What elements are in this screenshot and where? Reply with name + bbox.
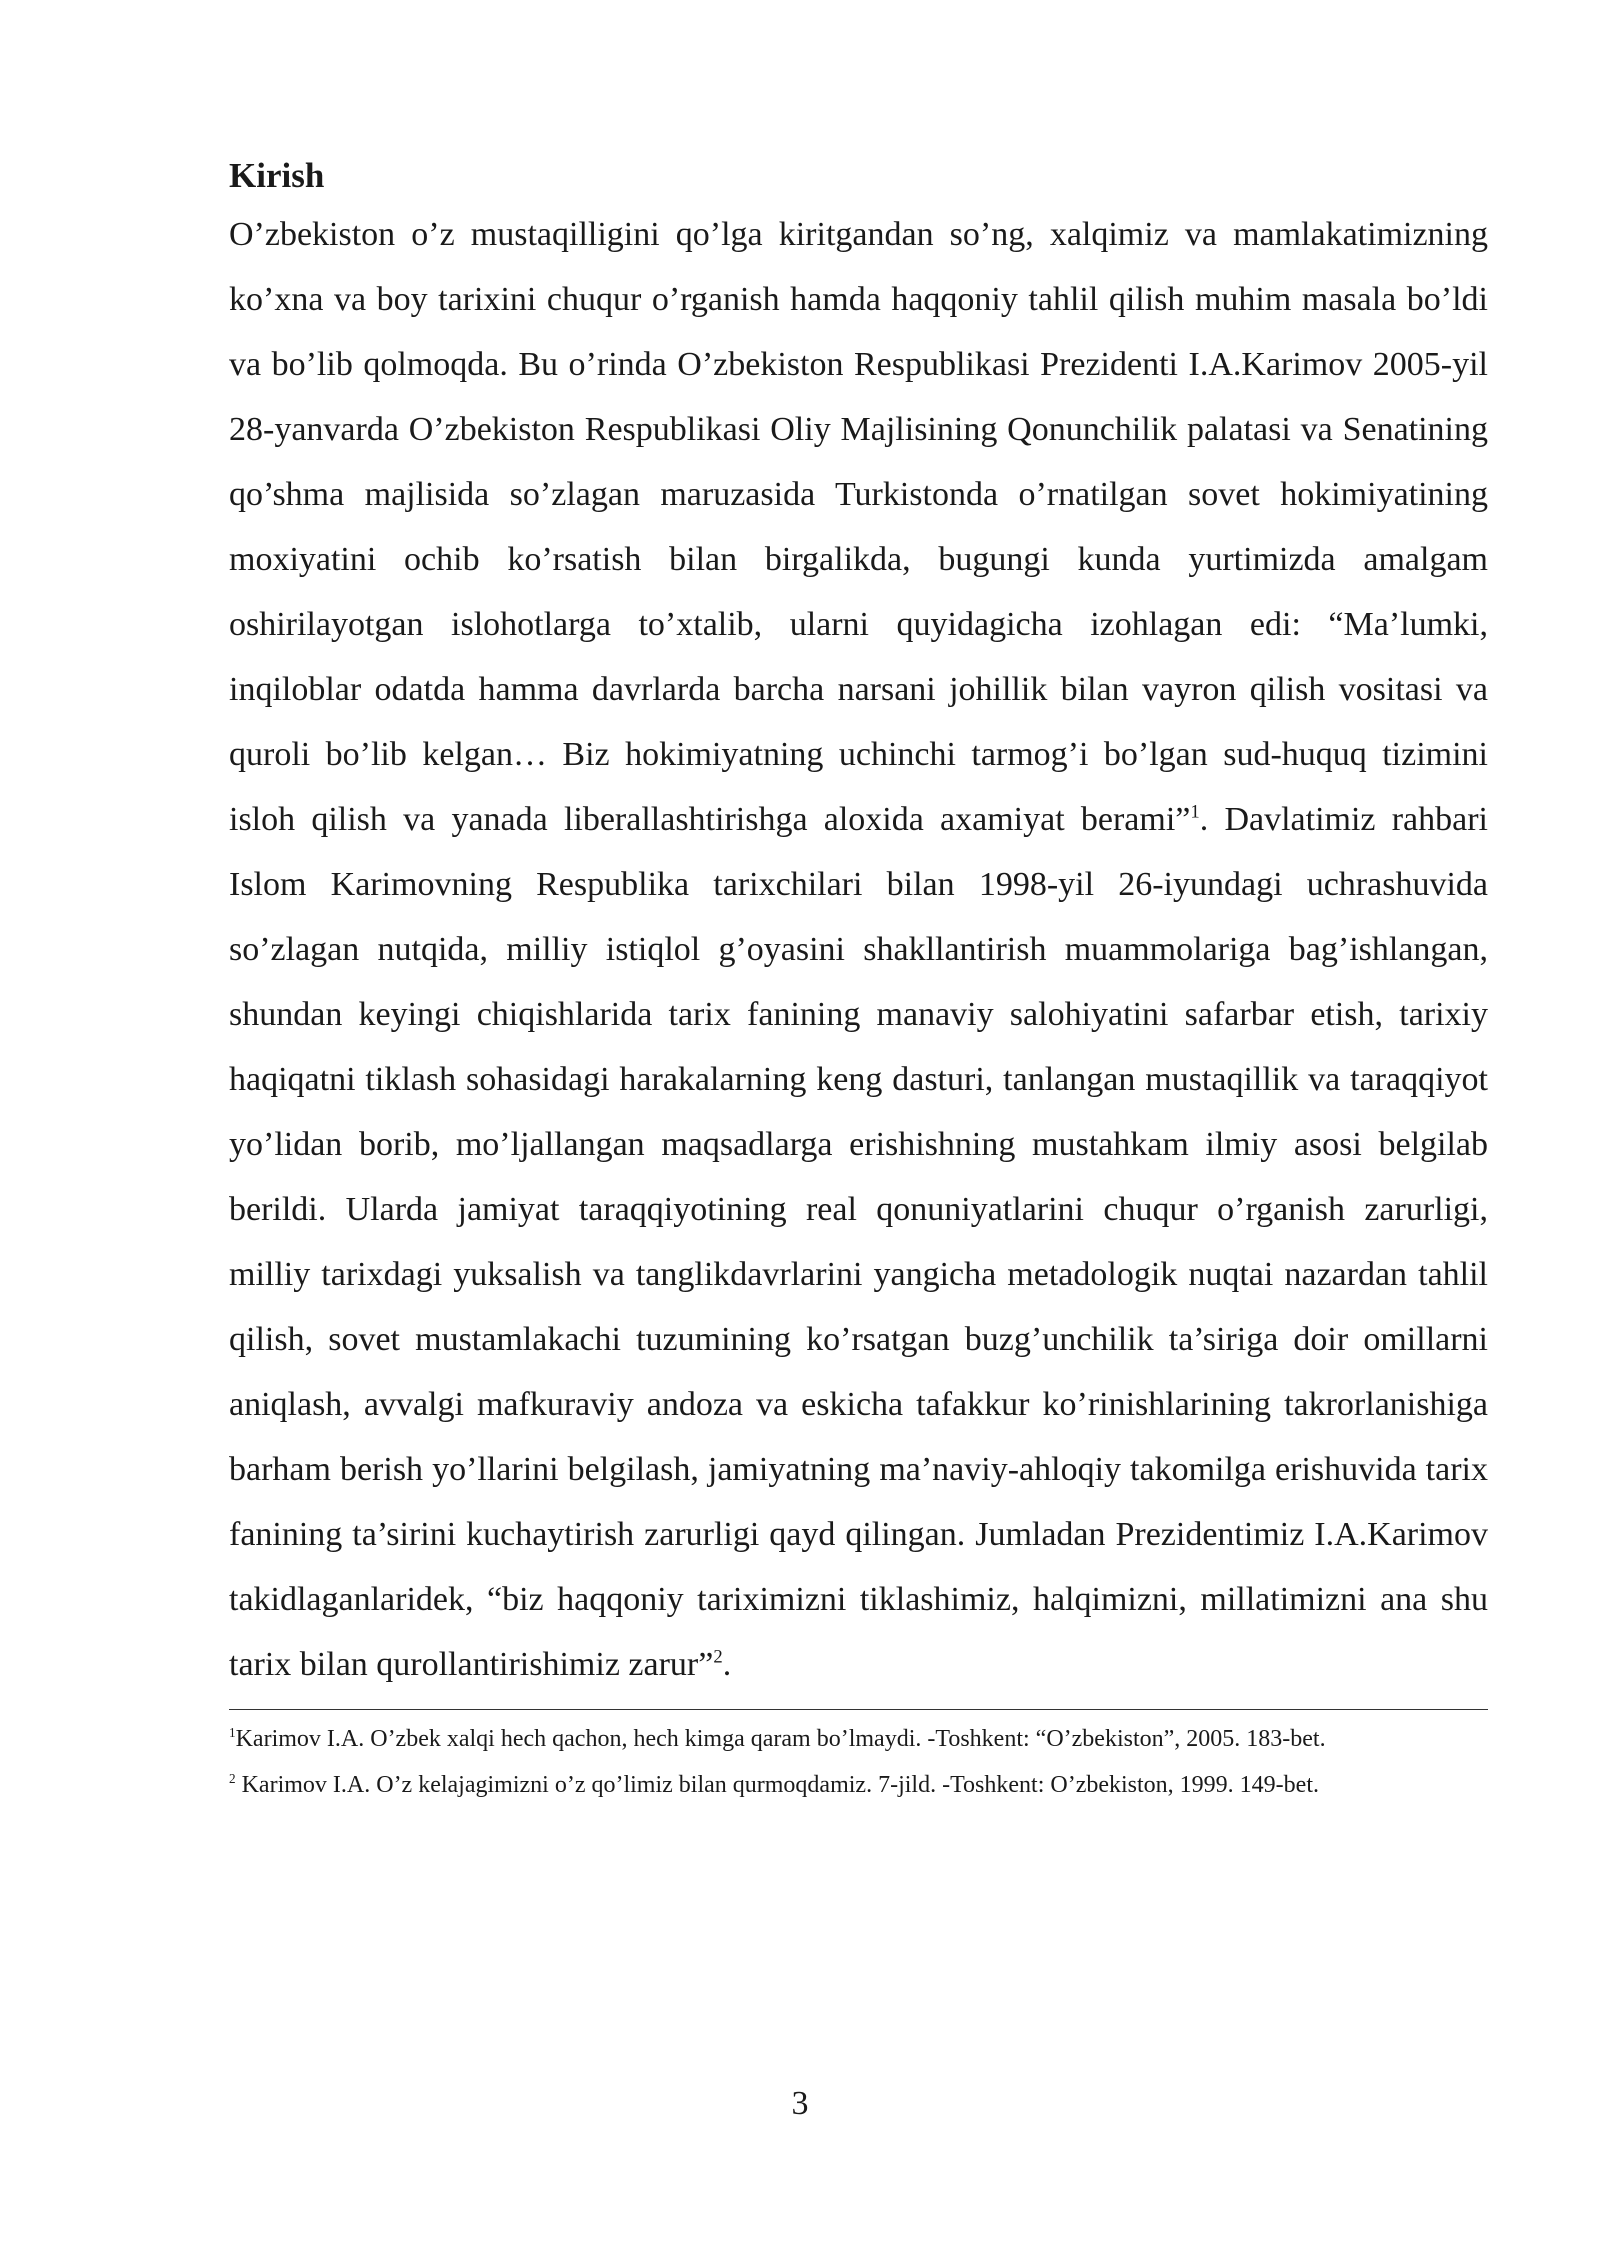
document-page xyxy=(229,150,1488,1808)
footnote-mark-1: 1 xyxy=(229,1725,236,1740)
footnote-mark-2: 2 xyxy=(229,1771,236,1786)
paragraph-part-2: . Davlatimiz rahbari Islom Karimovning Respublika tarixchilari bilan 1998-yil 26-iyundagi uchrashuvida so’zlagan nutqida, milliy istiqlol g’oyasini shakllantirish muammolariga bag’ishlangan, shundan keyingi chiqishlarida tarix fanining manaviy salohiyatini safarbar etish, tarixiy haqiqatni tiklash sohasidagi harakalarning keng dasturi, tanlangan mustaqillik va taraqqiyot yo’lidan borib, mo’ljallangan maqsadlarga erishishning mustahkam ilmiy asosi belgilab berildi. Ularda jamiyat taraqqiyotining real qonuniyatlarini chuqur o’rganish zarurligi, milliy tarixdagi yuksalish va tanglikdavrlarini yangicha metadologik nuqtai nazardan tahlil qilish, sovet mustamlakachi tuzumining ko’rsatgan buzg’unchilik ta’siriga doir omillarni aniqlash, avvalgi mafkuraviy andoza va eskicha tafakkur ko’rinishlarining takrorlanishiga barham berish yo’llarini belgilash, jamiyatning ma’naviy-ahloqiy takomilga erishuvida tarix fanining ta’sirini kuchaytirish zarurligi qayd qilingan. Jumladan Prezidentimiz I.A.Karimov takidlaganlaridek, “biz haqqoniy tariximizni tiklashimiz, halqimizni, millatimizni ana shu tarix bilan qurollantirishimiz zarur” xyxy=(229,801,1488,1683)
footnote-text-2: Karimov I.A. O’z kelajagimizni o’z qo’limiz bilan qurmoqdamiz. 7-jild. -Toshkent: O’zbekiston, 1999. 149-bet. xyxy=(235,1772,1319,1798)
footnote-ref-1[interactable]: 1 xyxy=(1190,801,1200,823)
paragraph-part-1: O’zbekiston o’z mustaqilligini qo’lga kiritgandan so’ng, xalqimiz va mamlakatimizning ko’xna va boy tarixini chuqur o’rganish hamda haqqoniy tahlil qilish muhim masala bo’ldi va bo’lib qolmoqda. Bu o’rinda O’zbekiston Respublikasi Prezidenti I.A.Karimov 2005-yil 28-yanvarda O’zbekiston Respublikasi Oliy Majlisining Qonunchilik palatasi va Senatining qo’shma majlisida so’zlagan maruzasida Turkistonda o’rnatilgan sovet hokimiyatining moxiyatini ochib ko’rsatish bilan birgalikda, bugungi kunda yurtimizda amalgam oshirilayotgan islohotlarga to’xtalib, ularni quyidagicha izohlagan edi: “Ma’lumki, inqiloblar odatda hamma davrlarda barcha narsani johillik bilan vayron qilish vositasi va quroli bo’lib kelgan… Biz hokimiyatning uchinchi tarmog’i bo’lgan sud-huquq tizimini isloh qilish va yanada liberallashtirishga aloxida axamiyat berami” xyxy=(229,216,1488,838)
footnote-ref-2[interactable]: 2 xyxy=(713,1646,723,1668)
body-paragraph xyxy=(229,202,1488,1697)
page-number: 3 xyxy=(791,2085,809,2122)
footnote-2 xyxy=(229,1762,1488,1808)
footnote-1 xyxy=(229,1716,1488,1762)
section-heading: Kirish xyxy=(229,156,325,195)
paragraph-part-3: . xyxy=(722,1646,732,1683)
footnotes-section xyxy=(229,1709,1488,1808)
footnote-text-1: Karimov I.A. O’zbek xalqi hech qachon, hech kimga qaram bo’lmaydi. -Toshkent: “O’zbekiston”, 2005. 183-bet. xyxy=(235,1726,1326,1752)
